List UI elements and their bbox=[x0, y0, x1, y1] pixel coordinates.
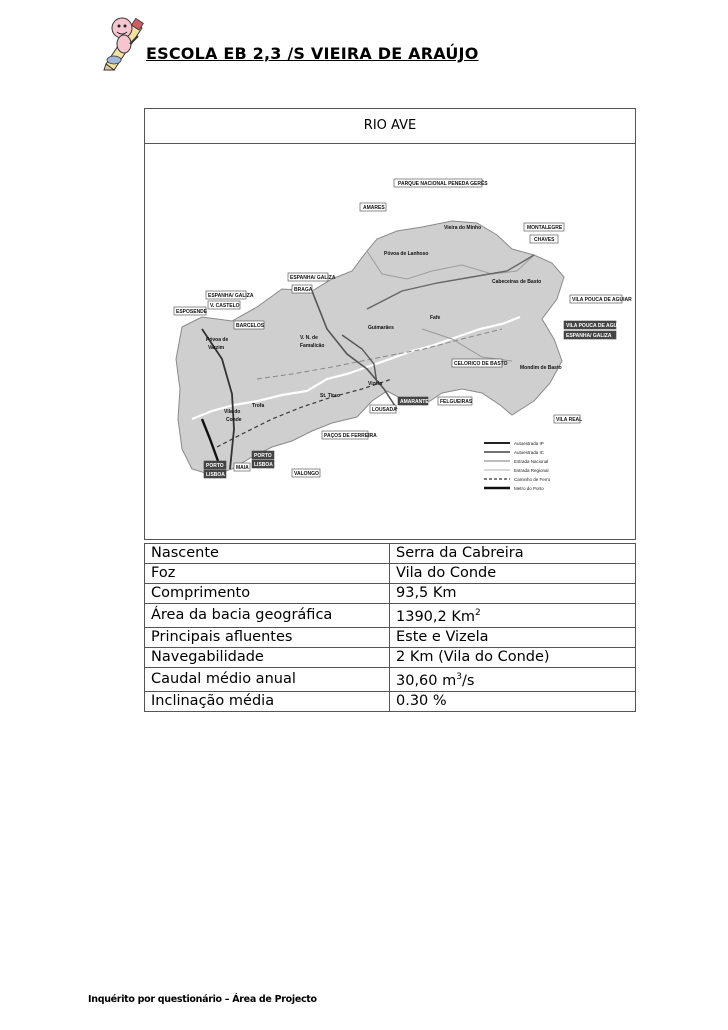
row-label: Inclinação média bbox=[145, 691, 390, 711]
legend-item: Autoestrada IC bbox=[514, 450, 545, 455]
rio-ave-box bbox=[144, 108, 636, 540]
label-chaves: CHAVES bbox=[534, 237, 555, 243]
label-celorico: CELORICO DE BASTO bbox=[454, 361, 508, 367]
table-row bbox=[145, 544, 636, 564]
label-braga: BRAGA bbox=[294, 287, 313, 293]
unit-superscript: 3 bbox=[456, 671, 462, 682]
label-vnf-1: V. N. de bbox=[300, 335, 318, 341]
label-pn-geres: PARQUE NACIONAL PENEDA GERÊS bbox=[398, 181, 488, 187]
row-value bbox=[390, 647, 636, 667]
label-povoa-lanhoso: Póvoa de Lanhoso bbox=[384, 251, 429, 257]
table-row bbox=[145, 604, 636, 628]
legend-item: Autoestrada IP bbox=[514, 441, 544, 446]
unit-suffix: /s bbox=[461, 672, 475, 689]
table-row bbox=[145, 691, 636, 711]
row-value bbox=[390, 627, 636, 647]
label-vnf-2: Famalicão bbox=[300, 343, 325, 349]
table-row bbox=[145, 627, 636, 647]
label-povoa-varzim-2: Varzim bbox=[208, 345, 225, 351]
table-row bbox=[145, 667, 636, 691]
label-vcastelo: V. CASTELO bbox=[210, 303, 240, 309]
rio-ave-basin-map bbox=[162, 179, 632, 515]
label-vila-conde-1: Vila do bbox=[224, 409, 241, 415]
label-porto-1: PORTO bbox=[254, 453, 272, 459]
legend-item: Estrada Regional bbox=[514, 468, 549, 473]
row-value bbox=[390, 544, 636, 564]
label-fafe: Fafe bbox=[430, 315, 441, 321]
label-vra: VILA POUCA DE AGUIAR bbox=[566, 323, 626, 329]
value-text: 2 Km (Vila do Conde) bbox=[396, 648, 550, 665]
legend-item: Estrada Nacional bbox=[514, 459, 549, 464]
label-st-tirso: St. Tirso bbox=[320, 393, 340, 399]
row-value bbox=[390, 667, 636, 691]
row-value bbox=[390, 564, 636, 584]
school-title: ESCOLA EB 2,3 /S VIEIRA DE ARAÚJO bbox=[146, 44, 479, 63]
label-mondim: Mondim de Basto bbox=[520, 365, 562, 371]
school-logo-pencil-mascot bbox=[100, 14, 146, 70]
map-legend bbox=[484, 441, 551, 491]
unit-superscript: 2 bbox=[474, 608, 481, 618]
table-row bbox=[145, 584, 636, 604]
row-label: Nascente bbox=[145, 544, 390, 564]
label-vieira: Vieira do Minho bbox=[444, 225, 482, 231]
footer-note: Inquérito por questionário – Área de Projecto bbox=[88, 994, 317, 1005]
legend-item: Caminho de Ferro bbox=[514, 477, 551, 482]
box-title: RIO AVE bbox=[145, 109, 635, 144]
label-vila-conde-2: Conde bbox=[226, 417, 242, 423]
label-vpaguiar: VILA POUCA DE AGUIAR bbox=[572, 297, 632, 303]
row-label: Área da bacia geográfica bbox=[145, 604, 390, 628]
row-label: Navegabilidade bbox=[145, 647, 390, 667]
label-espanha-galiza-2: ESPANHA/ GALIZA bbox=[208, 293, 254, 299]
value-text: 0.30 % bbox=[396, 692, 447, 709]
label-espanha-galiza-1: ESPANHA/ GALIZA bbox=[290, 275, 336, 281]
label-porto-2: PORTO bbox=[206, 463, 224, 469]
value-text: Este e Vizela bbox=[396, 628, 489, 645]
row-value bbox=[390, 584, 636, 604]
row-label: Foz bbox=[145, 564, 390, 584]
label-cabeceiras: Cabeceiras de Basto bbox=[492, 279, 542, 285]
label-vila-real: VILA REAL bbox=[556, 417, 583, 423]
label-povoa-varzim-1: Póvoa de bbox=[206, 337, 229, 343]
label-felgueiras: FELGUEIRAS bbox=[440, 399, 473, 405]
value-text: 30,60 m bbox=[396, 672, 457, 689]
label-espanha-galiza-3: ESPANHA/ GALIZA bbox=[566, 333, 612, 339]
label-esposende: ESPOSENDE bbox=[176, 309, 208, 315]
label-maia: MAIA bbox=[236, 465, 249, 471]
label-trofa: Trofa bbox=[252, 403, 265, 409]
legend-item: Metro do Porto bbox=[514, 486, 544, 491]
label-lisboa-1: LISBOA bbox=[254, 462, 273, 468]
label-pacos: PAÇOS DE FERREIRA bbox=[324, 433, 377, 439]
value-text: Vila do Conde bbox=[396, 565, 497, 581]
value-text: 93,5 Km bbox=[396, 585, 457, 601]
label-montalegre: MONTALEGRE bbox=[527, 225, 563, 231]
label-lousada: LOUSADA bbox=[372, 407, 397, 413]
label-barcelos: BARCELOS bbox=[236, 323, 265, 329]
river-info-table bbox=[144, 543, 636, 712]
label-amarante: AMARANTE bbox=[400, 399, 429, 405]
value-text: Serra da Cabreira bbox=[396, 545, 524, 561]
label-guimaraes: Guimarães bbox=[368, 325, 394, 331]
label-amares: AMARES bbox=[363, 205, 385, 211]
value-text: 1390,2 Km bbox=[396, 608, 475, 625]
row-label: Principais afluentes bbox=[145, 627, 390, 647]
row-label: Caudal médio anual bbox=[145, 667, 390, 691]
label-lisboa-2: LISBOA bbox=[206, 472, 225, 478]
row-value bbox=[390, 604, 636, 628]
row-value bbox=[390, 691, 636, 711]
table-row bbox=[145, 647, 636, 667]
table-row bbox=[145, 564, 636, 584]
label-valongo: VALONGO bbox=[294, 471, 319, 477]
label-vizela: Vizela bbox=[368, 381, 383, 387]
row-label: Comprimento bbox=[145, 584, 390, 604]
